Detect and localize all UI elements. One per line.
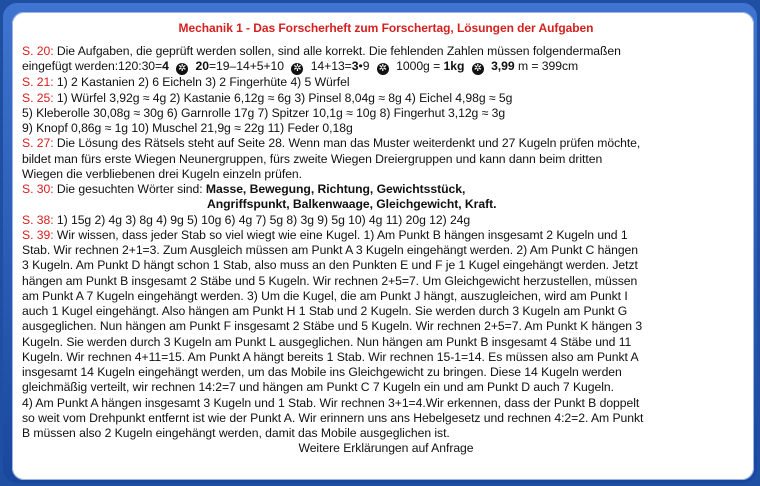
s39-line-14: B müssen also 2 Kugeln eingehängt werden, damit das Mobile ausgeglichen ist. <box>22 426 450 440</box>
s30-words-2: Angriffspunkt, Balkenwaage, Gleichgewicht, Kraft. <box>207 197 497 212</box>
s39-line-12: 4) Am Punkt A hängen insgesamt 3 Kugeln und 1 Stab. Wir rechnen 3+1=4.Wir erkennen, dass der Punkt B doppelt <box>22 395 640 410</box>
star-icon: ✲ <box>178 63 187 75</box>
solutions-content <box>22 20 750 457</box>
s25-ref: S. 25: <box>22 90 54 105</box>
s21-line <box>22 75 750 90</box>
s39-line-10: insgesamt 14 Kugeln eingehängt werden, um das Mobile ins Gleichgewicht zu bringen. Diese 14 Kugeln werden <box>22 365 622 379</box>
s30-ref: S. 30: <box>22 182 54 196</box>
s30-line-1 <box>22 182 750 197</box>
s39-line-3: 3 Kugeln. Am Punkt D hängt schon 1 Stab, also muss an den Punkten E und F je 1 Kugel eingehängt werden. Jetzt <box>22 258 638 273</box>
s20-answer-5: 3,99 <box>491 59 515 74</box>
outer-frame <box>3 3 757 483</box>
s39-line-4: hängen am Punkt B insgesamt 2 Stäbe und 5 Kugeln. Wir rechnen 2+5=7. Um Gleichgewicht herzustellen, müssen <box>22 273 638 288</box>
s25-line-1 <box>22 91 750 106</box>
s30-line-2 <box>22 197 750 212</box>
s39-line-2: Stab. Wir rechnen 2+1=3. Zum Ausgleich müssen am Punkt A 3 Kugeln eingehängt werden. 2) Am Punkt C hängen <box>22 243 639 257</box>
s20-text-2g: m = 399cm <box>514 59 579 74</box>
s39-line-7: ausgeglichen. Nun hängen am Punkt F insgesamt 2 Stäbe und 5 Kugeln. Wir rechnen 2+5=7. Am Punkt K hängen 3 <box>22 319 643 334</box>
page-title: Mechanik 1 - Das Forscherheft zum Forschertag, Lösungen der Aufgaben <box>178 21 594 35</box>
s38-line <box>22 213 750 228</box>
s38-text: 1) 15g 2) 4g 3) 8g 4) 9g 5) 10g 6) 4g 7) 5g 8) 3g 9) 5g 10) 4g 11) 20g 12) 24g <box>56 212 471 227</box>
s27-line-1 <box>22 136 750 151</box>
s39-ref: S. 39: <box>22 227 54 242</box>
s38-ref: S. 38: <box>22 212 54 227</box>
s30-intro: Die gesuchten Wörter sind: <box>56 182 206 196</box>
s21-ref: S. 21: <box>22 75 54 90</box>
s25-line-3: 9) Knopf 0,86g ≈ 1g 10) Muschel 21,9g ≈ 22g 11) Feder 0,18g <box>22 121 353 135</box>
s20-answer-3: 3 <box>351 59 359 74</box>
s20-answer-4: 1 <box>443 59 451 74</box>
s27-ref: S. 27: <box>22 136 54 151</box>
s20-text-1: Die Aufgaben, die geprüft werden sollen, sind alle korrekt. Die fehlenden Zahlen müssen folgendermaßen <box>56 44 621 58</box>
star-icon: ✲ <box>473 63 482 75</box>
s39-line-5: am Punkt A 7 Kugeln eingehängt werden. 3) Um die Kugel, die am Punkt J hängt, auszugleichen, wird am Punkt I <box>22 288 628 303</box>
s27-line-3: Wiegen die verbliebenen drei Kugeln einzeln prüfen. <box>22 166 302 181</box>
star-icon: ✲ <box>378 63 387 75</box>
solutions-panel <box>12 12 754 480</box>
s20-line-2 <box>22 59 750 75</box>
footer-note: Weitere Erklärungen auf Anfrage <box>298 441 474 456</box>
star-icon: ✲ <box>293 63 302 75</box>
s20-text-2c: 14+13= <box>310 59 352 74</box>
s20-answer-2: 20 <box>195 59 209 74</box>
s20-text-2b: =19–14+5+10 <box>208 59 285 74</box>
s27-line-2: bildet man fürs erste Wiegen Neunergruppen, fürs zweite Wiegen Dreiergruppen und kann dann beim dritten <box>22 151 603 166</box>
s20-text-2e: 1000g = <box>396 59 444 74</box>
s39-line-11: gleichmäßig verteilt, wir rechnen 14:2=7 und hängen am Punkt C 7 Kugeln ein und am Punkt D auch 7 Kugeln. <box>22 380 614 395</box>
s20-text-2a: eingefügt werden:120:30= <box>22 59 163 74</box>
s20-ref: S. 20: <box>22 44 54 58</box>
s39-line-8: Kugeln. Sie werden durch 3 Kugeln am Punkt L ausgeglichen. Nun hängen am Punkt B insgesamt 4 Stäbe und 11 <box>22 334 632 349</box>
s20-text-2d: •9 <box>358 59 370 74</box>
s27-text-1: Die Lösung des Rätsels steht auf Seite 28. Wenn man das Muster weiterdenkt und 27 Kugeln prüfen möchte, <box>56 136 641 151</box>
s39-line-13: so weit vom Drehpunkt entfernt ist wie der Punkt A. Wir erinnern uns ans Hebelgesetz und rechnen 4:2=2. Am Punkt <box>22 410 644 425</box>
s20-line-1 <box>22 44 750 59</box>
s39-line-9: Kugeln. Wir rechnen 4+11=15. Am Punkt A hängt bereits 1 Stab. Wir rechnen 15-1=14. Es müssen also am Punkt A <box>22 349 639 364</box>
s21-text: 1) 2 Kastanien 2) 6 Eicheln 3) 2 Fingerhüte 4) 5 Würfel <box>56 75 350 90</box>
s20-unit-kg: kg <box>450 59 465 74</box>
s25-text-1: 1) Würfel 3,92g ≈ 4g 2) Kastanie 6,12g ≈ 6g 3) Pinsel 8,04g ≈ 8g 4) Eichel 4,98g ≈ 5g <box>56 90 513 105</box>
s30-words-1: Masse, Bewegung, Richtung, Gewichtsstück, <box>205 182 466 196</box>
s25-line-2: 5) Kleberolle 30,08g ≈ 30g 6) Garnrolle 17g 7) Spitzer 10,1g ≈ 10g 8) Fingerhut 3,12g ≈ 3g <box>22 105 506 120</box>
s20-answer-1: 4 <box>162 59 169 74</box>
s39-text-1: Wir wissen, dass jeder Stab so viel wiegt wie eine Kugel. 1) Am Punkt B hängen insgesamt 2 Kugeln und 1 <box>56 227 628 242</box>
s39-line-1 <box>22 228 750 243</box>
s39-line-6: auch 1 Kugel eingehängt. Also hängen am Punkt H 1 Stab und 2 Kugeln. Sie werden durch 3 Kugeln am Punkt G <box>22 304 628 318</box>
